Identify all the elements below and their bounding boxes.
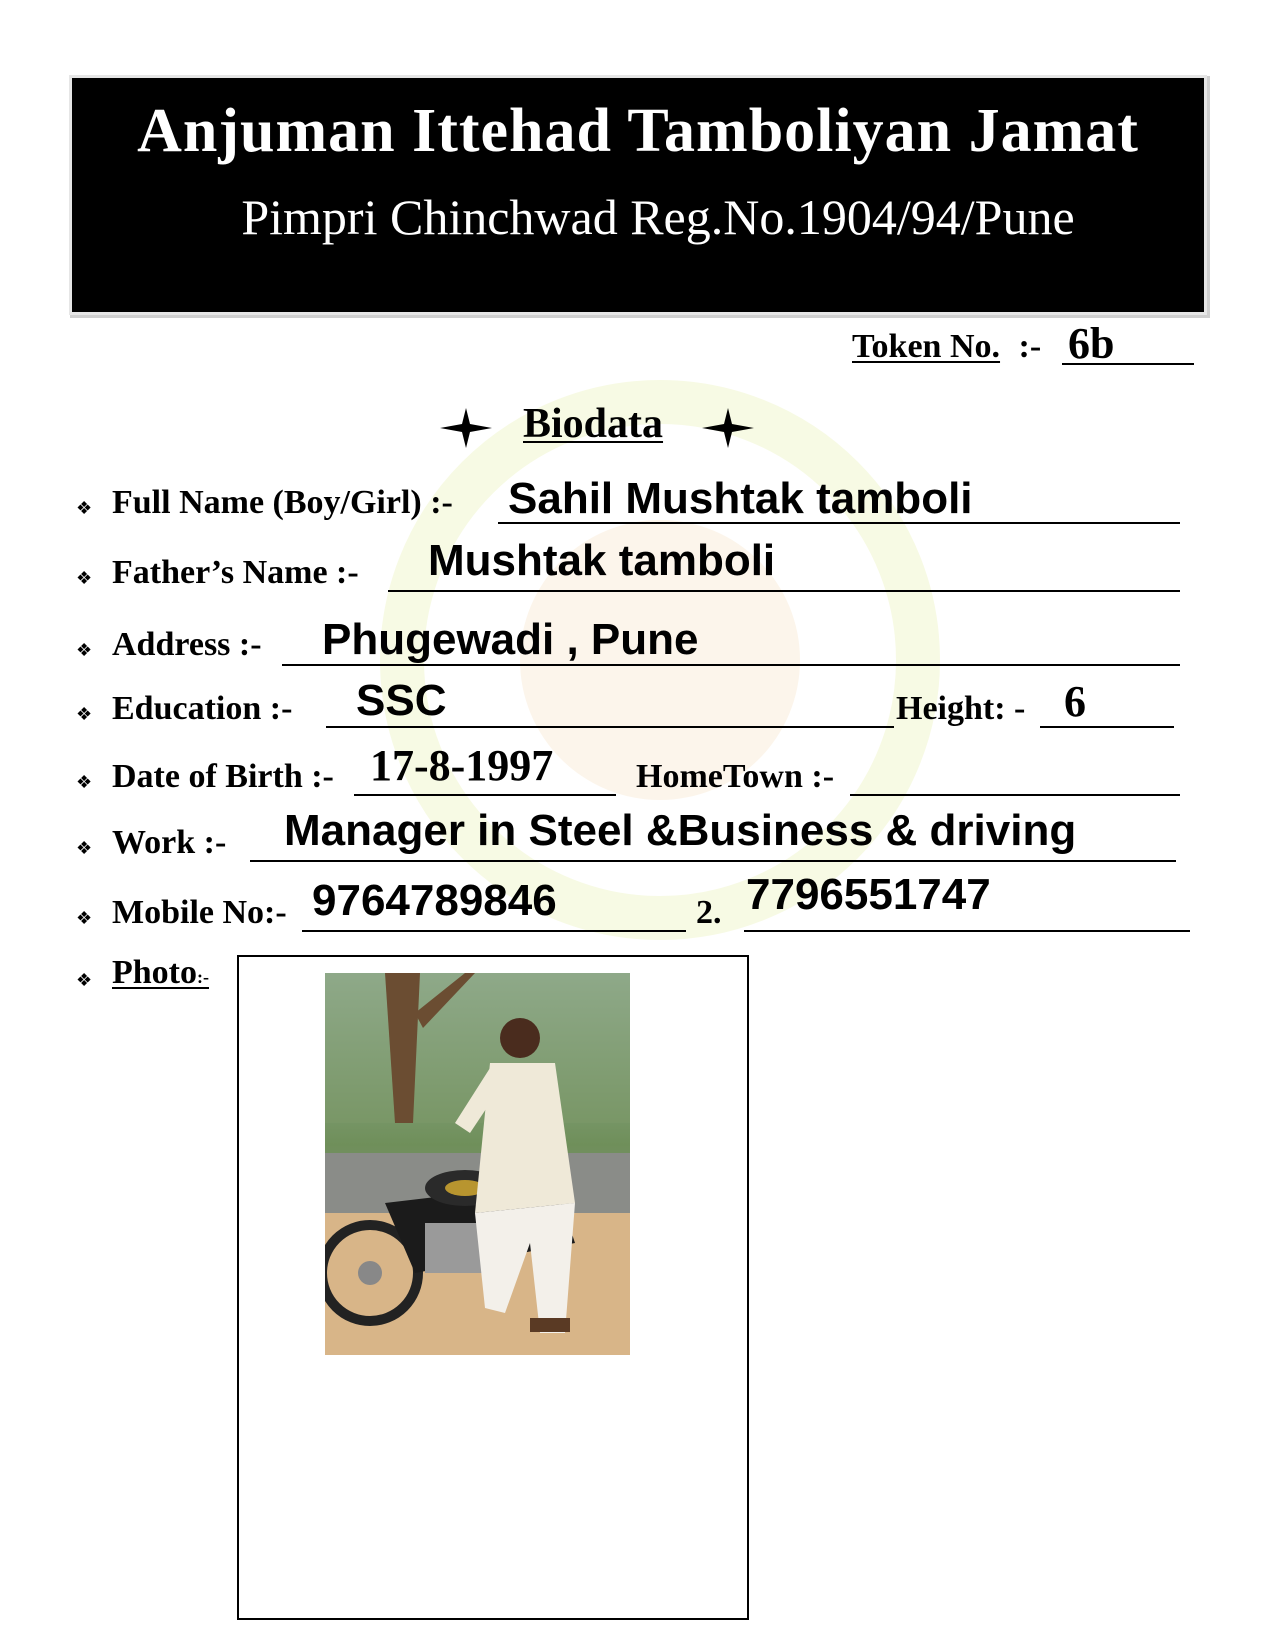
height-label: Height: - bbox=[896, 690, 1026, 727]
token-line bbox=[1062, 363, 1194, 365]
address-value: Phugewadi , Pune bbox=[322, 615, 699, 664]
profile-photo bbox=[325, 973, 630, 1355]
organization-title: Anjuman Ittehad Tamboliyan Jamat bbox=[137, 97, 1139, 165]
father-name-line bbox=[388, 590, 1180, 592]
education-line bbox=[326, 726, 894, 728]
dob-label: Date of Birth :- bbox=[112, 758, 334, 795]
photo-label: Photo:- bbox=[112, 954, 209, 991]
organization-subtitle: Pimpri Chinchwad Reg.No.1904/94/Pune bbox=[241, 189, 1075, 245]
diamond-bullet-icon: ❖ bbox=[76, 772, 93, 792]
hometown-label: HomeTown :- bbox=[636, 758, 835, 795]
mobile-value: 9764789846 bbox=[312, 876, 557, 925]
education-label: Education :- bbox=[112, 690, 293, 727]
father-name-value: Mushtak tamboli bbox=[428, 536, 776, 585]
dob-value: 17-8-1997 bbox=[370, 741, 554, 790]
full-name-label: Full Name (Boy/Girl) :- bbox=[112, 484, 453, 521]
token-value: 6b bbox=[1068, 319, 1115, 368]
height-line bbox=[1040, 726, 1174, 728]
diamond-bullet-icon: ❖ bbox=[76, 970, 93, 990]
diamond-bullet-icon: ❖ bbox=[76, 640, 93, 660]
diamond-bullet-icon: ❖ bbox=[76, 908, 93, 928]
work-label: Work :- bbox=[112, 824, 227, 861]
token-label: Token No. :- bbox=[852, 328, 1042, 365]
mobile-second-line bbox=[744, 930, 1190, 932]
address-label: Address :- bbox=[112, 626, 262, 663]
mobile-line bbox=[302, 930, 686, 932]
star-icon bbox=[700, 406, 756, 450]
diamond-bullet-icon: ❖ bbox=[76, 498, 93, 518]
star-icon bbox=[438, 406, 494, 450]
biodata-heading: Biodata bbox=[523, 401, 664, 447]
full-name-value: Sahil Mushtak tamboli bbox=[508, 474, 973, 523]
mobile-second-value: 7796551747 bbox=[746, 870, 991, 919]
diamond-bullet-icon: ❖ bbox=[76, 704, 93, 724]
mobile-second-label: 2. bbox=[696, 894, 722, 931]
dob-line bbox=[354, 794, 616, 796]
work-value: Manager in Steel &Business & driving bbox=[284, 806, 1077, 855]
mobile-label: Mobile No:- bbox=[112, 894, 287, 931]
header-banner bbox=[72, 78, 1204, 312]
work-line bbox=[250, 860, 1176, 862]
diamond-bullet-icon: ❖ bbox=[76, 838, 93, 858]
hometown-line bbox=[850, 794, 1180, 796]
father-name-label: Father’s Name :- bbox=[112, 554, 359, 591]
diamond-bullet-icon: ❖ bbox=[76, 568, 93, 588]
height-value: 6 bbox=[1064, 677, 1086, 726]
education-value: SSC bbox=[356, 676, 447, 725]
